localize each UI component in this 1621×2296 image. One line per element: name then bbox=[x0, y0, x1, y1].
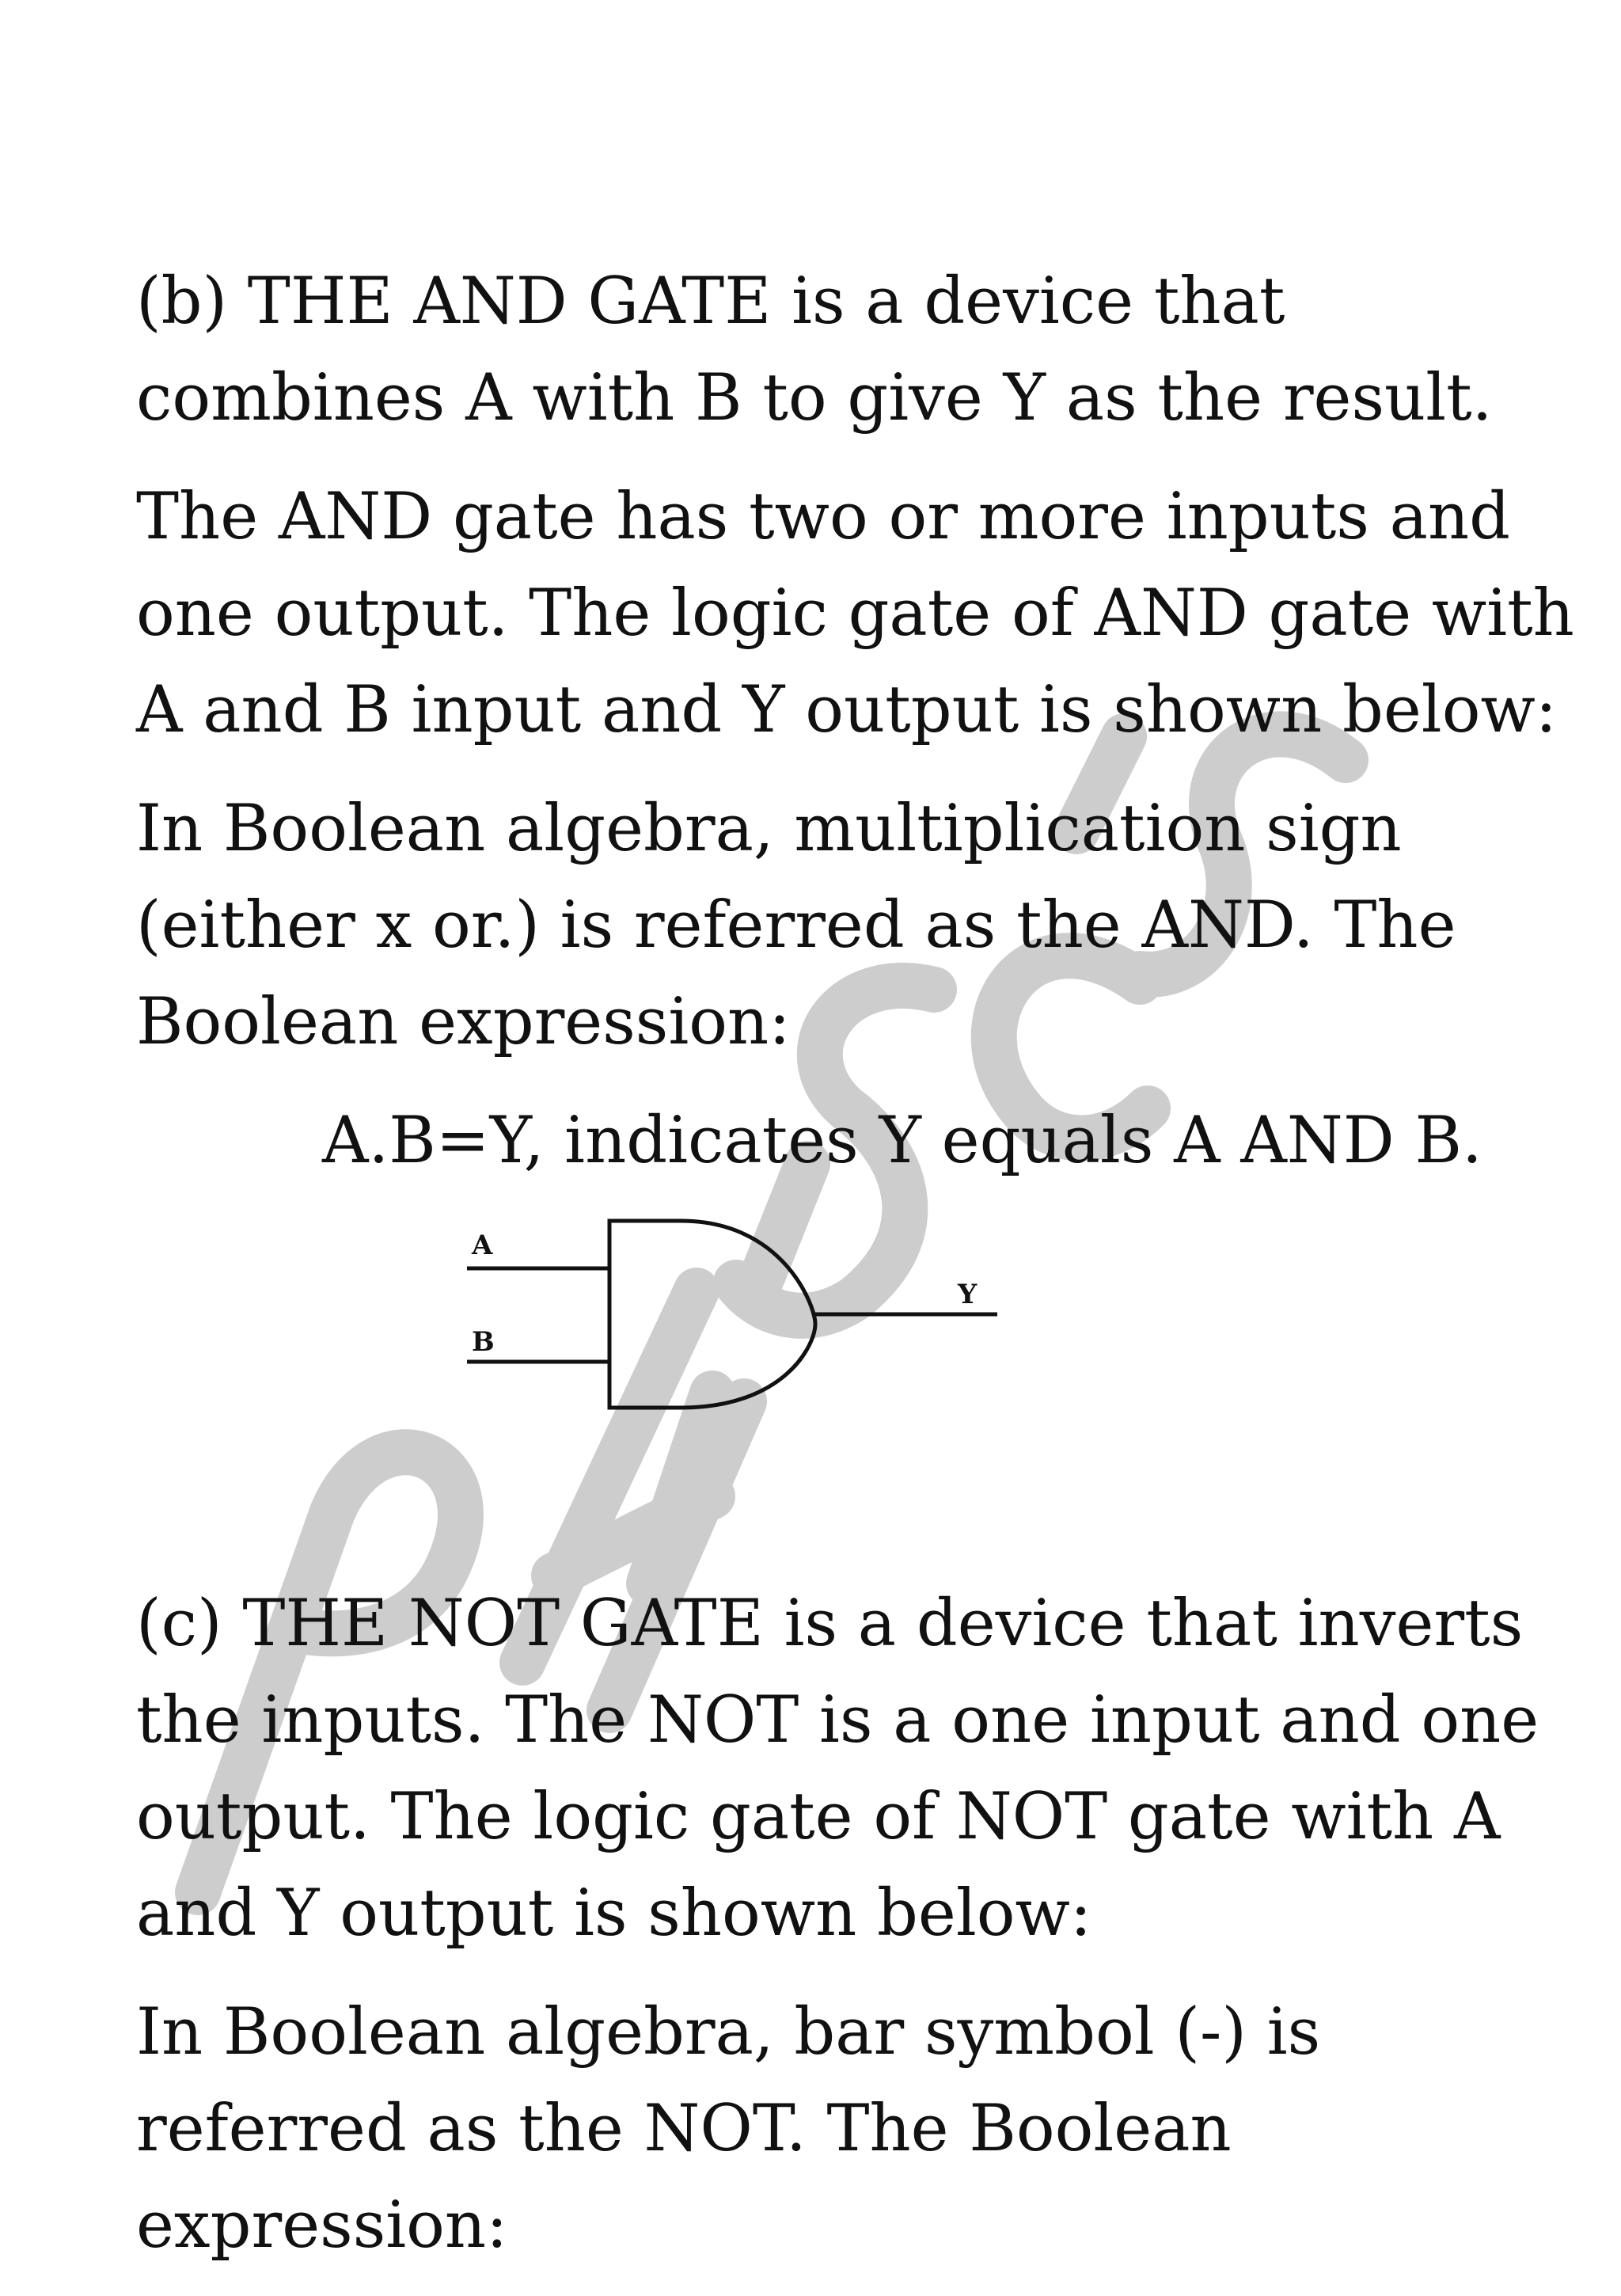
and-gate-diagram bbox=[443, 1211, 1013, 1433]
output-y-label: Y bbox=[958, 1279, 978, 1310]
input-b-label: B bbox=[472, 1326, 495, 1358]
section-c bbox=[136, 1576, 1585, 2296]
section-b bbox=[136, 253, 1585, 1189]
and-gate-intro: (b) THE AND GATE is a device that combines A with B to give Y as the result. bbox=[136, 264, 1493, 435]
input-a-label: A bbox=[472, 1230, 493, 1261]
not-gate-intro: (c) THE NOT GATE is a device that inverts the inputs. The NOT is a one input and one output. The logic gate of NOT gate with A and Y output is shown below: bbox=[136, 1587, 1539, 1951]
and-boolean-expression: A.B=Y, indicates Y equals A AND B. bbox=[322, 1104, 1482, 1178]
and-boolean-note: In Boolean algebra, multiplication sign (either x or.) is referred as the AND. The Boolean expression: bbox=[136, 792, 1456, 1059]
not-boolean-note: In Boolean algebra, bar symbol (-) is referred as the NOT. The Boolean expression: bbox=[136, 1995, 1321, 2263]
and-gate-description: The AND gate has two or more inputs and one output. The logic gate of AND gate with A and B input and Y output is shown below: bbox=[136, 480, 1574, 747]
and-gate-body bbox=[609, 1221, 815, 1408]
and-gate-symbol bbox=[443, 1211, 1013, 1433]
